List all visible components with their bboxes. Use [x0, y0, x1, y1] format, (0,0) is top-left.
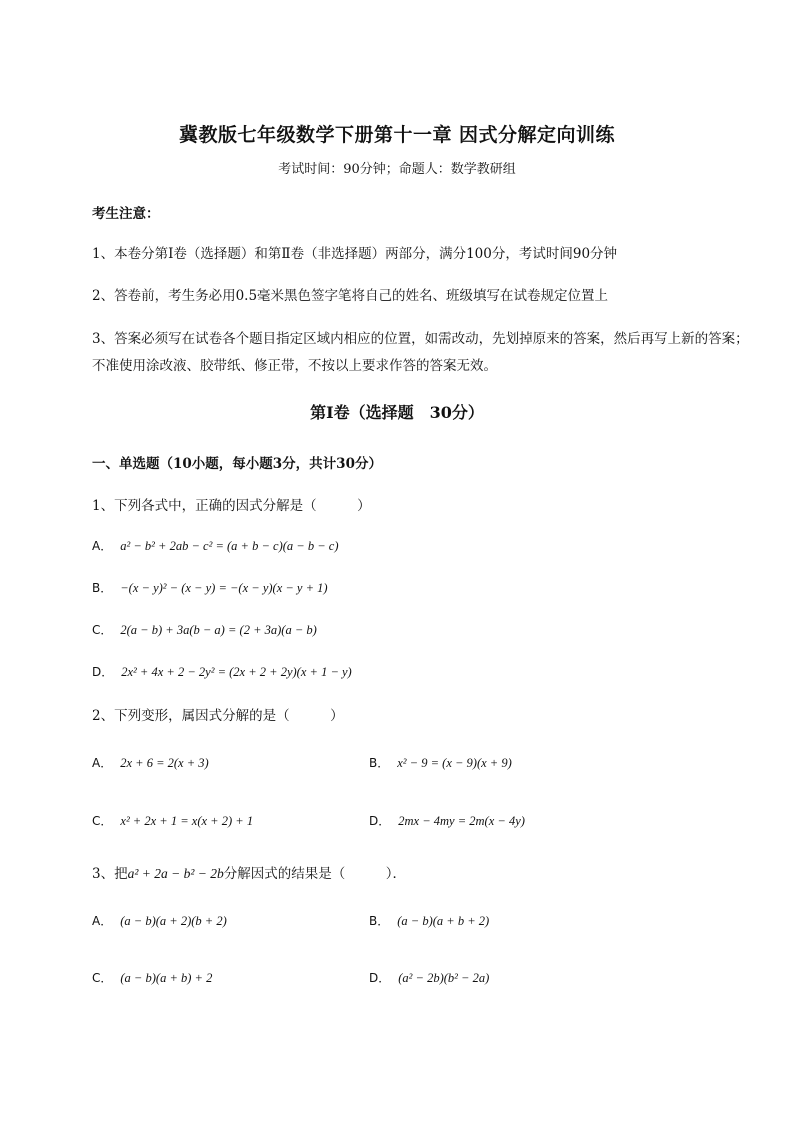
notice-heading: 考生注意： [92, 206, 160, 222]
notice-item-3: 3、答案必须写在试卷各个题目指定区域内相应的位置，如需改动，先划掉原来的答案，然后再写上新的答案；不准使用涂改液、胶带纸、修正带，不按以上要求作答的答案无效。 [92, 331, 749, 374]
stem-prefix: 3、把 [92, 866, 128, 882]
option-label: A． [92, 539, 113, 553]
option-label: C． [92, 623, 113, 637]
q2-option-c [92, 812, 253, 829]
stem-suffix: 分解因式的结果是（ ）． [223, 866, 407, 882]
q1-option-a [92, 537, 339, 554]
option-label: C． [92, 971, 113, 985]
exam-info: 考试时间：90分钟；命题人：数学教研组 [278, 162, 516, 177]
option-label: B． [369, 756, 390, 770]
stem-expression: a² + 2a − b² − 2b [127, 866, 224, 881]
option-label: B． [92, 581, 113, 595]
q2-option-a [92, 754, 209, 771]
q3-option-a [92, 912, 227, 929]
option-label: D． [92, 665, 114, 679]
option-label: D． [369, 971, 391, 985]
q1-option-b [92, 579, 328, 596]
option-expression: (a² − 2b)(b² − 2a) [398, 971, 490, 985]
part-heading: 一、单选题（10小题，每小题3分，共计30分） [92, 456, 382, 472]
option-expression: 2mx − 4my = 2m(x − 4y) [398, 814, 525, 828]
option-label: A． [92, 914, 113, 928]
option-expression: 2x + 6 = 2(x + 3) [120, 756, 209, 770]
notice-item-2: 2、答卷前，考生务必用0.5毫米黑色签字笔将自己的姓名、班级填写在试卷规定位置上 [92, 288, 609, 304]
q2-option-b [369, 754, 512, 771]
option-label: B． [369, 914, 390, 928]
q2-option-d [369, 812, 525, 829]
q3-option-c [92, 969, 212, 986]
option-expression: (a − b)(a + 2)(b + 2) [120, 914, 227, 928]
option-expression: x² + 2x + 1 = x(x + 2) + 1 [120, 814, 254, 828]
q1-option-d [92, 663, 352, 680]
option-label: A． [92, 756, 113, 770]
question-1-stem: 1、下列各式中，正确的因式分解是（ ） [92, 498, 371, 514]
option-expression: (a − b)(a + b + 2) [397, 914, 490, 928]
option-expression: 2(a − b) + 3a(b − a) = (2 + 3a)(a − b) [120, 623, 317, 637]
option-expression: 2x² + 4x + 2 − 2y² = (2x + 2 + 2y)(x + 1 − y) [121, 665, 352, 679]
option-expression: (a − b)(a + b) + 2 [120, 971, 213, 985]
option-label: C． [92, 814, 113, 828]
option-label: D． [369, 814, 391, 828]
notice-item-1: 1、本卷分第Ⅰ卷（选择题）和第Ⅱ卷（非选择题）两部分，满分100分，考试时间90分钟 [92, 246, 618, 262]
option-expression: −(x − y)² − (x − y) = −(x − y)(x − y + 1) [120, 581, 328, 595]
question-3-stem [92, 862, 406, 882]
q3-option-d [369, 969, 489, 986]
question-2-stem: 2、下列变形，属因式分解的是（ ） [92, 708, 344, 724]
page-title: 冀教版七年级数学下册第十一章 因式分解定向训练 [178, 124, 616, 146]
option-expression: a² − b² + 2ab − c² = (a + b − c)(a − b − c) [120, 539, 339, 553]
q3-option-b [369, 912, 489, 929]
option-expression: x² − 9 = (x − 9)(x + 9) [397, 756, 512, 770]
section-title: 第Ⅰ卷（选择题 30分） [310, 403, 484, 422]
q1-option-c [92, 621, 317, 638]
